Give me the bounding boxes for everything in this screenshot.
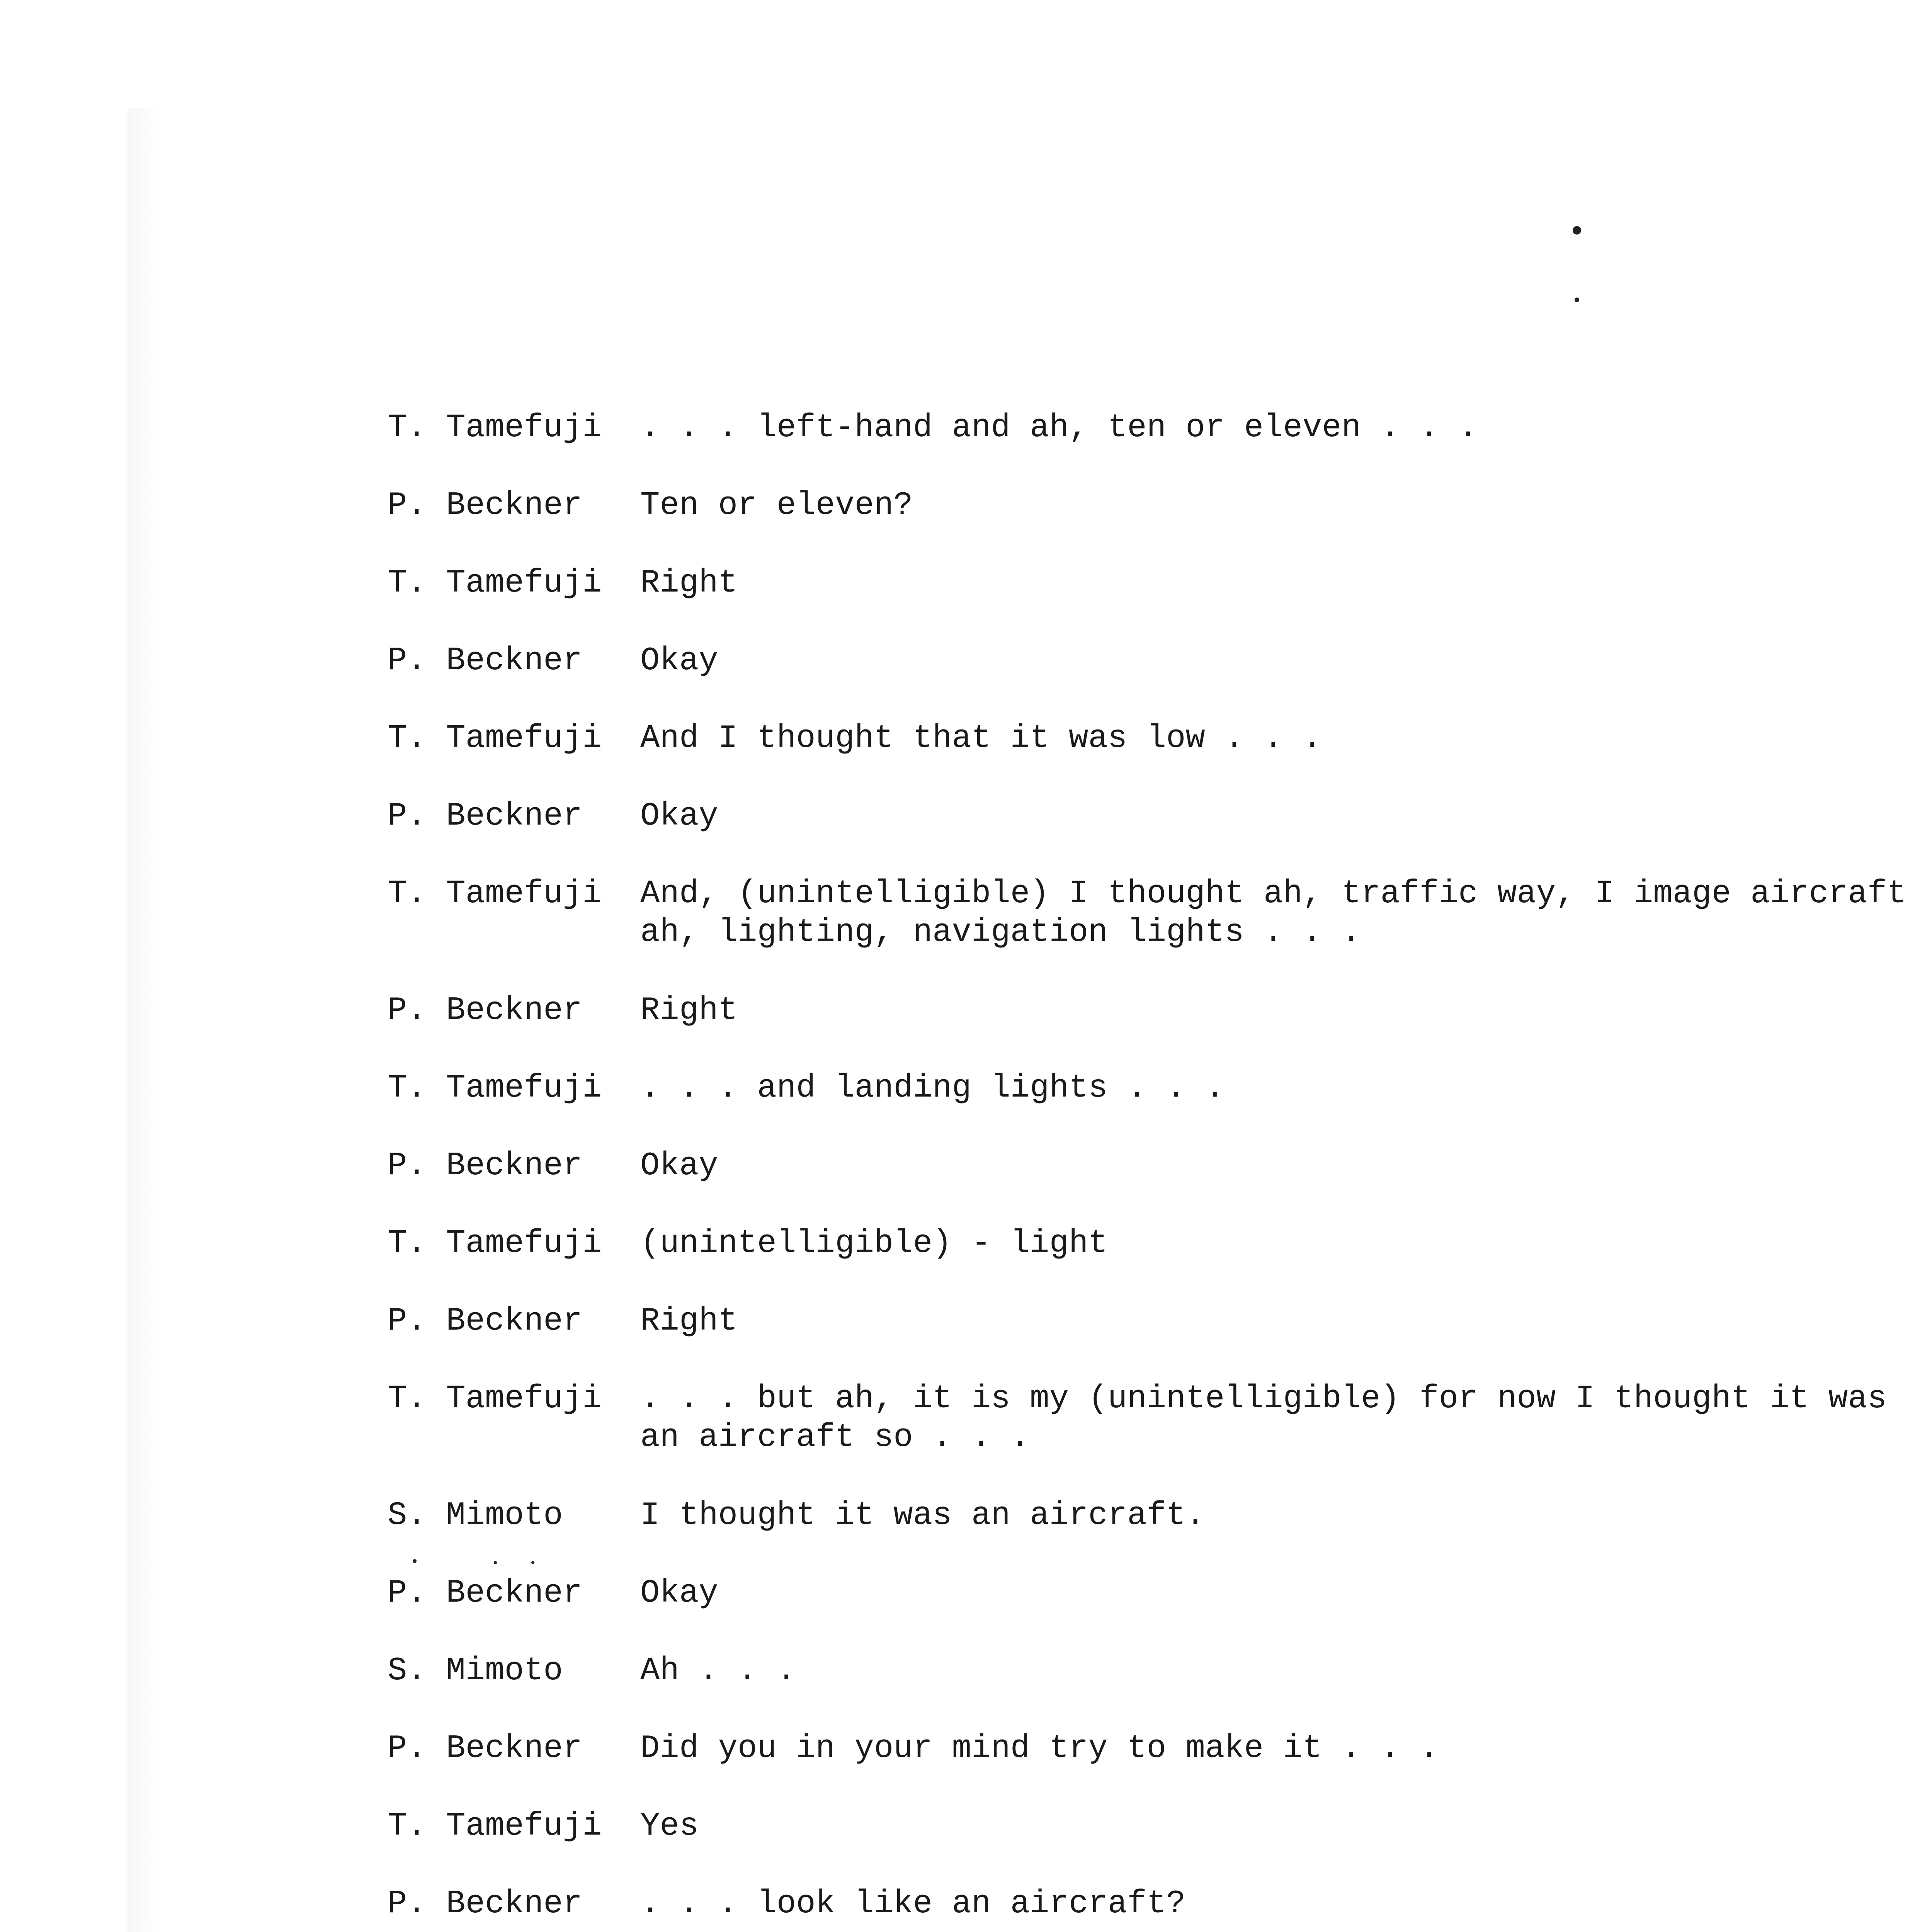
- speech-text: . . . left-hand and ah, ten or eleven . . .: [640, 410, 1478, 446]
- speaker-name: P. Beckner: [388, 1148, 583, 1184]
- speaker-name: P. Beckner: [388, 992, 583, 1029]
- speaker-name: P. Beckner: [388, 1303, 583, 1340]
- speaker-name: P. Beckner: [388, 487, 583, 524]
- speaker-name: P. Beckner: [388, 643, 583, 679]
- speech-text: . . . but ah, it is my (unintelligible) for now I thought it was an aircraft so . . .: [640, 1381, 1887, 1456]
- speaker-name: T. Tamefuji: [388, 1225, 602, 1262]
- speaker-name: P. Beckner: [388, 1575, 583, 1612]
- speech-text: Okay: [640, 798, 718, 835]
- speaker-name: P. Beckner: [388, 1886, 583, 1922]
- speech-text: Ten or eleven?: [640, 487, 913, 524]
- speaker-name: P. Beckner: [388, 798, 583, 835]
- speech-text: Okay: [640, 643, 718, 679]
- speaker-name: T. Tamefuji: [388, 876, 602, 912]
- speaker-name: P. Beckner: [388, 1730, 583, 1767]
- speech-text: . . . and landing lights . . .: [640, 1070, 1225, 1107]
- speech-text: Okay: [640, 1148, 718, 1184]
- speech-text: Ah . . .: [640, 1653, 796, 1689]
- speaker-name: T. Tamefuji: [388, 1381, 602, 1417]
- speech-text: Did you in your mind try to make it . . .: [640, 1730, 1439, 1767]
- speaker-name: T. Tamefuji: [388, 565, 602, 602]
- speaker-name: T. Tamefuji: [388, 1070, 602, 1107]
- speech-text: Yes: [640, 1808, 699, 1845]
- speech-text: . . . look like an aircraft?: [640, 1886, 1186, 1922]
- speech-text: (unintelligible) - light: [640, 1225, 1108, 1262]
- speaker-name: T. Tamefuji: [388, 720, 602, 757]
- speech-text: Right: [640, 1303, 738, 1340]
- speech-text: And I thought that it was low . . .: [640, 720, 1322, 757]
- speech-text: Okay: [640, 1575, 718, 1612]
- speech-text: And, (unintelligible) I thought ah, traffic way, I image aircraft ah, lighting, navigation lights . . .: [640, 876, 1906, 951]
- speaker-name: T. Tamefuji: [388, 410, 602, 446]
- speech-text: I thought it was an aircraft.: [640, 1497, 1205, 1534]
- speaker-name: T. Tamefuji: [388, 1808, 602, 1845]
- speaker-name: S. Mimoto: [388, 1653, 563, 1689]
- speaker-name: S. Mimoto: [388, 1497, 563, 1534]
- speech-text: Right: [640, 565, 738, 602]
- speech-text: Right: [640, 992, 738, 1029]
